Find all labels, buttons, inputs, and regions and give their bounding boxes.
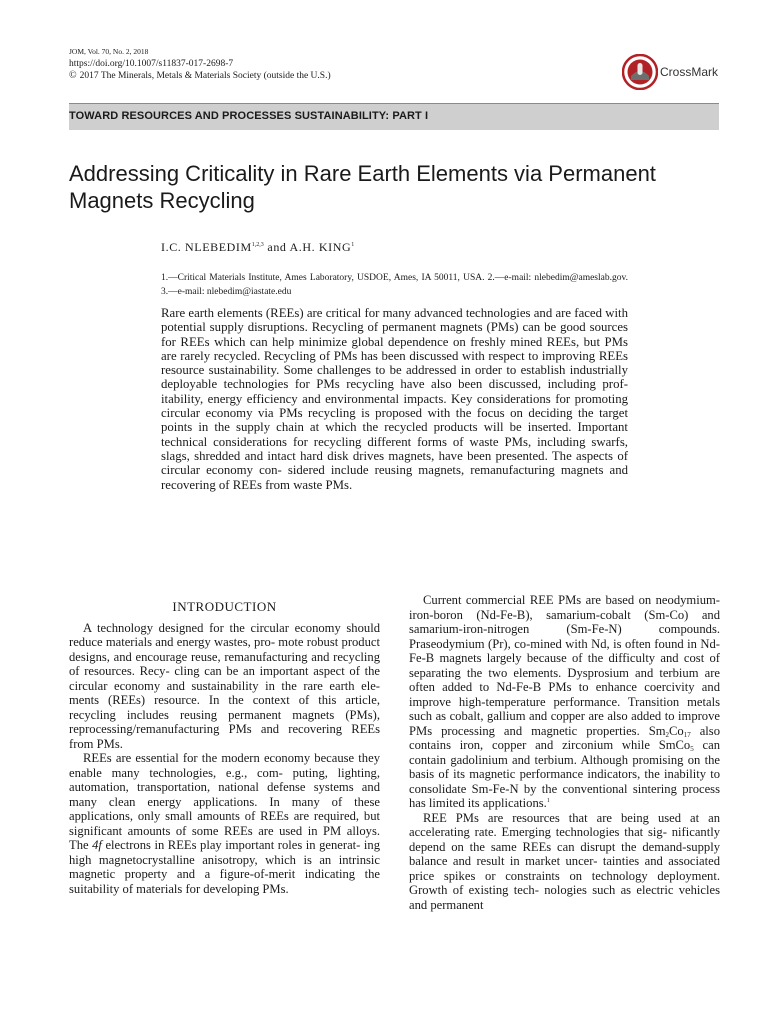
copyright-symbol: ©: [69, 70, 77, 81]
paragraph-text: Co: [669, 723, 684, 738]
doi-link[interactable]: https://doi.org/10.1007/s11837-017-2698-7: [69, 59, 234, 69]
paragraph-text: electrons in REEs play important roles in generat- ing high magnetocrystalline anisotropy, which is an intrinsic magnetic property and a figure-of-merit indicating the suitability of materials for developing PMs.: [69, 838, 380, 896]
paragraph-text: Current commercial REE PMs are based on neodymium-iron-boron (Nd-Fe-B), samarium-cobalt (Sm-Co) and samarium-iron-nitrogen (Sm-Fe-N) compounds. Praseodymium (Pr), co-mined with Nd, is often found in Nd-Fe-B magnets largely because of the difficulty and cost of separating the two elements. Dysprosium and terbium are often added to Nd-Fe-B PMs to enhance coercivity and improve high-temperature performance. Transition metals such as cobalt, gallium and copper are also added to improve PMs processing and magnetic properties. Sm: [409, 593, 720, 738]
journal-meta: [69, 46, 331, 82]
author-line: [161, 240, 354, 255]
paragraph-text: REEs are essential for the modern economy because they enable many technologies, e.g., com- puting, lighting, automation, transportation, national defense systems and many clean energy applications. In many of these applications, only small amounts of REEs are required, but significant amounts of some REEs are used in PM alloys. The: [69, 751, 380, 852]
copyright-text: 2017 The Minerals, Metals & Materials Society (outside the U.S.): [79, 71, 331, 81]
section-banner: [69, 103, 719, 130]
section-label: TOWARD RESOURCES AND PROCESSES SUSTAINABILITY: PART I: [69, 110, 429, 122]
section-heading: INTRODUCTION: [172, 599, 277, 614]
reference-marker[interactable]: 1: [546, 798, 550, 804]
paragraph-text: can contain gadolinium and terbium. Although promising on the basis of its magnetic performance indicators, the inability to consolidate Sm-Fe-N by the conventional sintering process has limited its applications.: [409, 738, 720, 810]
subscript: 2: [665, 730, 670, 739]
author-affil-marker: 1: [351, 242, 355, 248]
journal-citation: JOM, Vol. 70, No. 2, 2018: [69, 47, 149, 56]
body-paragraph: [409, 593, 720, 811]
body-paragraph: A technology designed for the circular economy should reduce materials and energy wastes, pro- mote robust product designs, and encourage reuse, remanufacturing and recycling of resources. Recy- cling can be an important aspect of the circular economy and sustainability in the rare earth ele- ments (REEs) resource. In the context of this article, recycling includes reusing permanent magnets (PMs), reprocessing/remanufacturing PMs and recovering REEs from PMs.: [69, 620, 380, 751]
subscript: 17: [683, 730, 691, 739]
body-paragraph: [69, 751, 380, 896]
paragraph-text: also contains iron, copper and zirconium while SmCo: [409, 723, 721, 752]
crossmark-icon: [622, 54, 658, 90]
body-column-right: [409, 593, 720, 912]
abstract: Rare earth elements (REEs) are critical for many advanced technologies and are faced with potential supply disruptions. Recycling of permanent magnets (PMs) can be good sources for REEs which can help minimize global dependence on freshly mined REEs, but PMs are rarely recycled. Recycling of PMs has been discussed with respect to improving REEs resource sustainability. Some challenges to be addressed in order to establish industrially deployable technologies for PMs recycling have also been discussed, including prof- itability, energy efficiency and environmental impacts. Key considerations for promoting circular economy via PMs recycling is proposed with the focus on deciding the target points in the supply chain at which the recycled products will be inserted. Important technical considerations for recycling different forms of waste PMs, including swarfs, slags, shredded and intact hard disk drives magnets, have been presented. The aspects of circular economy con- sidered include reusing magnets, remanufacturing magnets and recovering of REEs from waste PMs.: [161, 306, 628, 492]
author-name: A.H. KING: [289, 240, 352, 254]
affiliations: 1.—Critical Materials Institute, Ames Laboratory, USDOE, Ames, IA 50011, USA. 2.—e-mail: nlebedim@ameslab.gov. 3.—e-mail: nlebedim@iastate.edu: [161, 273, 628, 297]
author-name: I.C. NLEBEDIM: [161, 240, 252, 254]
italic-term: 4f: [92, 838, 102, 852]
body-column-left: [69, 600, 380, 896]
article-title: Addressing Criticality in Rare Earth Elements via Permanent Magnets Recycling: [69, 161, 656, 213]
subscript: 5: [690, 745, 694, 753]
author-affil-marker: 1,2,3: [251, 242, 264, 248]
author-conjunction: and: [267, 240, 287, 254]
body-paragraph: REE PMs are resources that are being used at an accelerating rate. Emerging technologies that sig- nificantly depend on the same REEs can disrupt the demand-supply balance and result in market uncer- tainties and associated price spikes or constraints on technology deployment. Growth of existing tech- nologies such as electric vehicles and permanent: [409, 810, 720, 912]
copyright-line: [69, 70, 331, 82]
crossmark-label: CrossMark: [660, 65, 719, 79]
crossmark-badge[interactable]: [622, 54, 718, 90]
